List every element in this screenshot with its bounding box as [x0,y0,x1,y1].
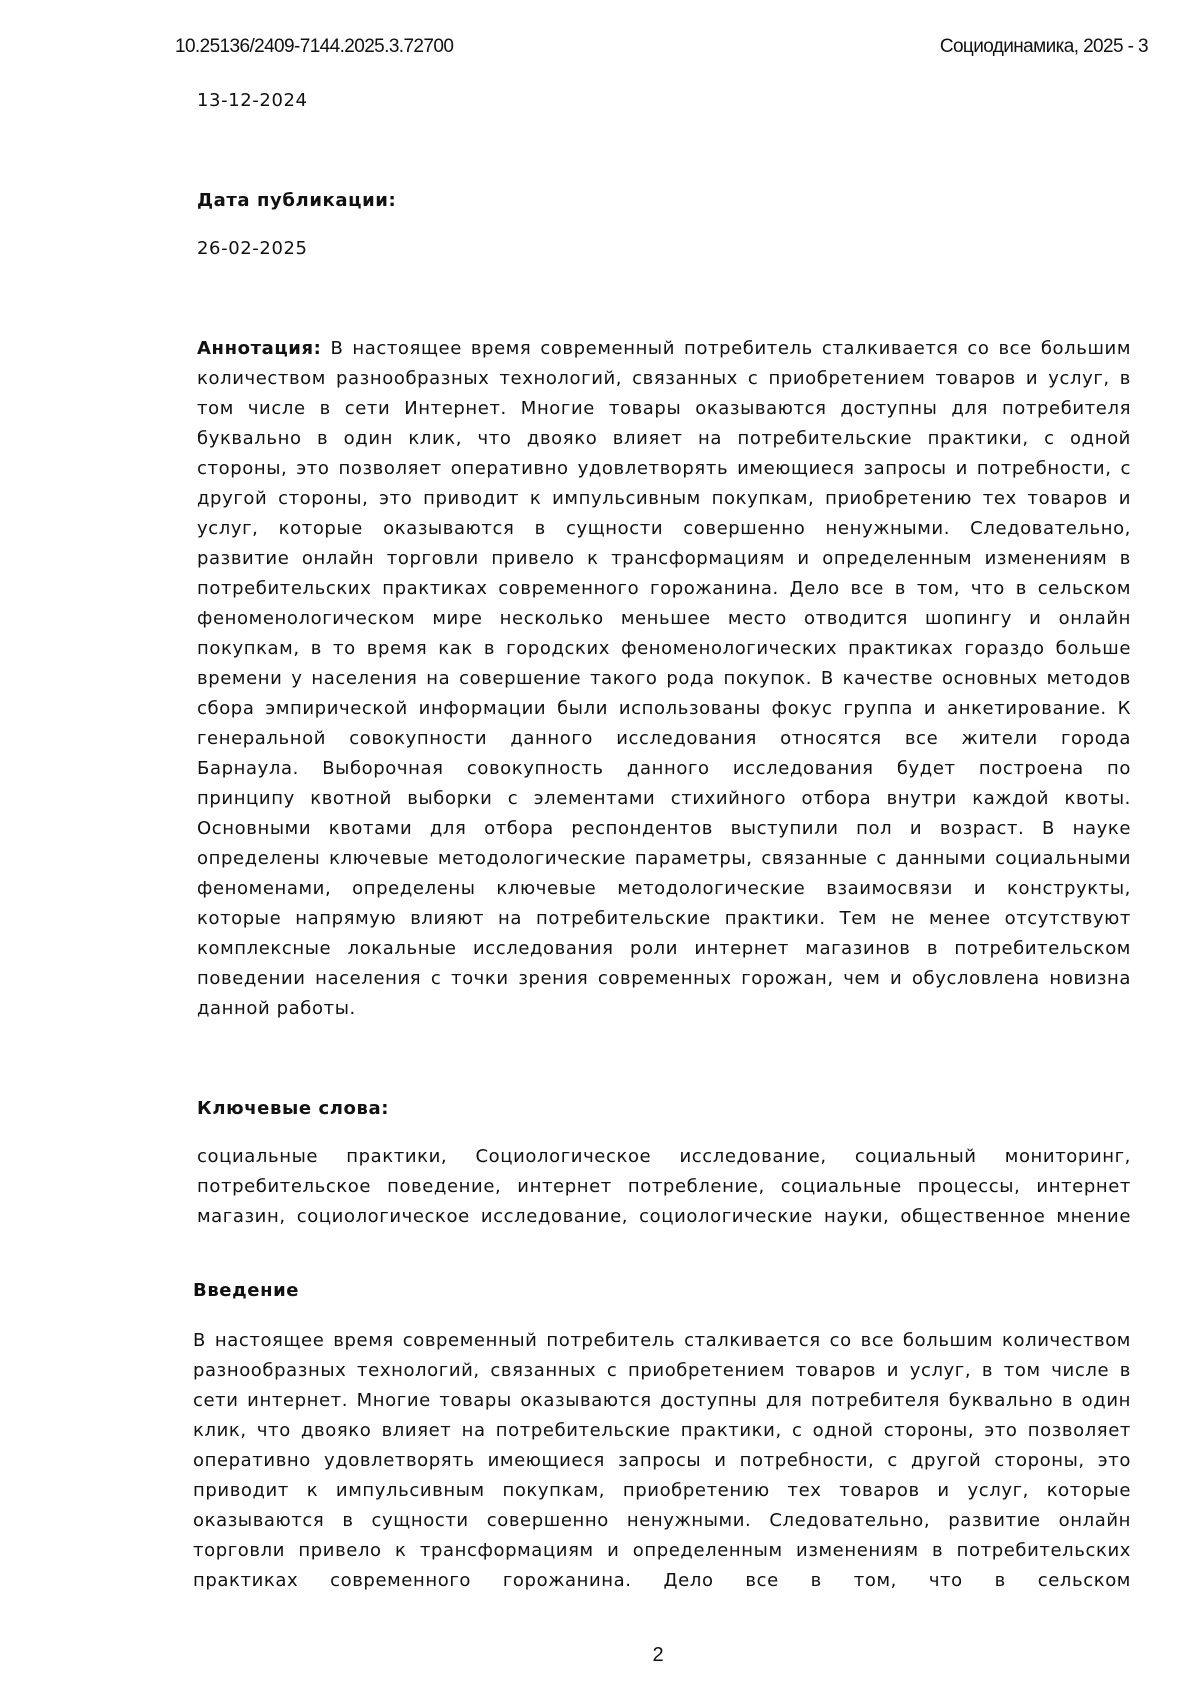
abstract-line: комплексные локальные исследования роли интернет магазинов в потребительском [197,938,1131,959]
abstract-line: поведении населения с точки зрения современных горожан, чем и обусловлена новизна [197,968,1131,989]
abstract-line: том числе в сети Интернет. Многие товары оказываются доступны для потребителя [197,398,1131,419]
abstract-line: определены ключевые методологические параметры, связанные с данными социальными [197,848,1131,869]
intro-line: В настоящее время современный потребитель сталкивается со все большим количеством [193,1330,1131,1351]
abstract-line: услуг, которые оказываются в сущности совершенно ненужными. Следовательно, [197,518,1131,539]
abstract-line: феноменологическом мире несколько меньшее место отводится шопингу и онлайн [197,608,1131,629]
received-date: 13-12-2024 [197,90,308,111]
intro-line: клик, что двояко влияет на потребительские практики, с одной стороны, это позволяет [193,1420,1131,1441]
keywords-line: магазин, социологическое исследование, социологические науки, общественное мнение [197,1206,1131,1227]
abstract-line: развитие онлайн торговли привело к трансформациям и определенным изменениям в [197,548,1131,569]
introduction-heading: Введение [193,1280,299,1301]
abstract-label: Аннотация: [197,338,321,359]
abstract-line: которые напрямую влияют на потребительские практики. Тем не менее отсутствуют [197,908,1131,929]
publication-date: 26-02-2025 [197,238,308,259]
intro-line: оказываются в сущности совершенно ненужными. Следовательно, развитие онлайн [193,1510,1131,1531]
abstract-line: Барнаула. Выборочная совокупность данного исследования будет построена по [197,758,1131,779]
intro-line: практиках современного горожанина. Дело все в том, что в сельском [193,1570,1131,1591]
intro-line: торговли привело к трансформациям и определенным изменениям в потребительских [193,1540,1131,1561]
abstract-line: генеральной совокупности данного исследования относятся все жители города [197,728,1131,749]
doi-header: 10.25136/2409-7144.2025.3.72700 [175,36,453,58]
abstract-line: буквально в один клик, что двояко влияет на потребительские практики, с одной [197,428,1131,449]
page-number: 2 [0,1644,1200,1667]
keywords-label: Ключевые слова: [197,1098,389,1119]
abstract-line: стороны, это позволяет оперативно удовлетворять имеющиеся запросы и потребности, с [197,458,1131,479]
abstract-line: потребительских практиках современного горожанина. Дело все в том, что в сельском [197,578,1131,599]
abstract-line: другой стороны, это приводит к импульсивным покупкам, приобретению тех товаров и [197,488,1131,509]
journal-header: Социодинамика, 2025 - 3 [940,36,1148,58]
intro-line: приводит к импульсивным покупкам, приобретению тех товаров и услуг, которые [193,1480,1131,1501]
abstract-line: принципу квотной выборки с элементами стихийного отбора внутри каждой квоты. [197,788,1131,809]
intro-line: сети интернет. Многие товары оказываются доступны для потребителя буквально в один [193,1390,1131,1411]
keywords-line: потребительское поведение, интернет потребление, социальные процессы, интернет [197,1176,1131,1197]
keywords-line: социальные практики, Социологическое исследование, социальный мониторинг, [197,1146,1131,1167]
abstract-line: данной работы. [197,998,1131,1019]
abstract-line: сбора эмпирической информации были использованы фокус группа и анкетирование. К [197,698,1131,719]
abstract-line: времени у населения на совершение такого рода покупок. В качестве основных методов [197,668,1131,689]
publication-date-label: Дата публикации: [197,190,396,211]
abstract-line: феноменами, определены ключевые методологические взаимосвязи и конструкты, [197,878,1131,899]
abstract-line: Основными квотами для отбора респондентов выступили пол и возраст. В науке [197,818,1131,839]
abstract-line: Аннотация: В настоящее время современный потребитель сталкивается со все большим [197,338,1131,359]
abstract-line: покупкам, в то время как в городских феноменологических практиках гораздо больше [197,638,1131,659]
intro-line: разнообразных технологий, связанных с приобретением товаров и услуг, в том числе в [193,1360,1131,1381]
abstract-line: количеством разнообразных технологий, связанных с приобретением товаров и услуг, в [197,368,1131,389]
intro-line: оперативно удовлетворять имеющиеся запросы и потребности, с другой стороны, это [193,1450,1131,1471]
